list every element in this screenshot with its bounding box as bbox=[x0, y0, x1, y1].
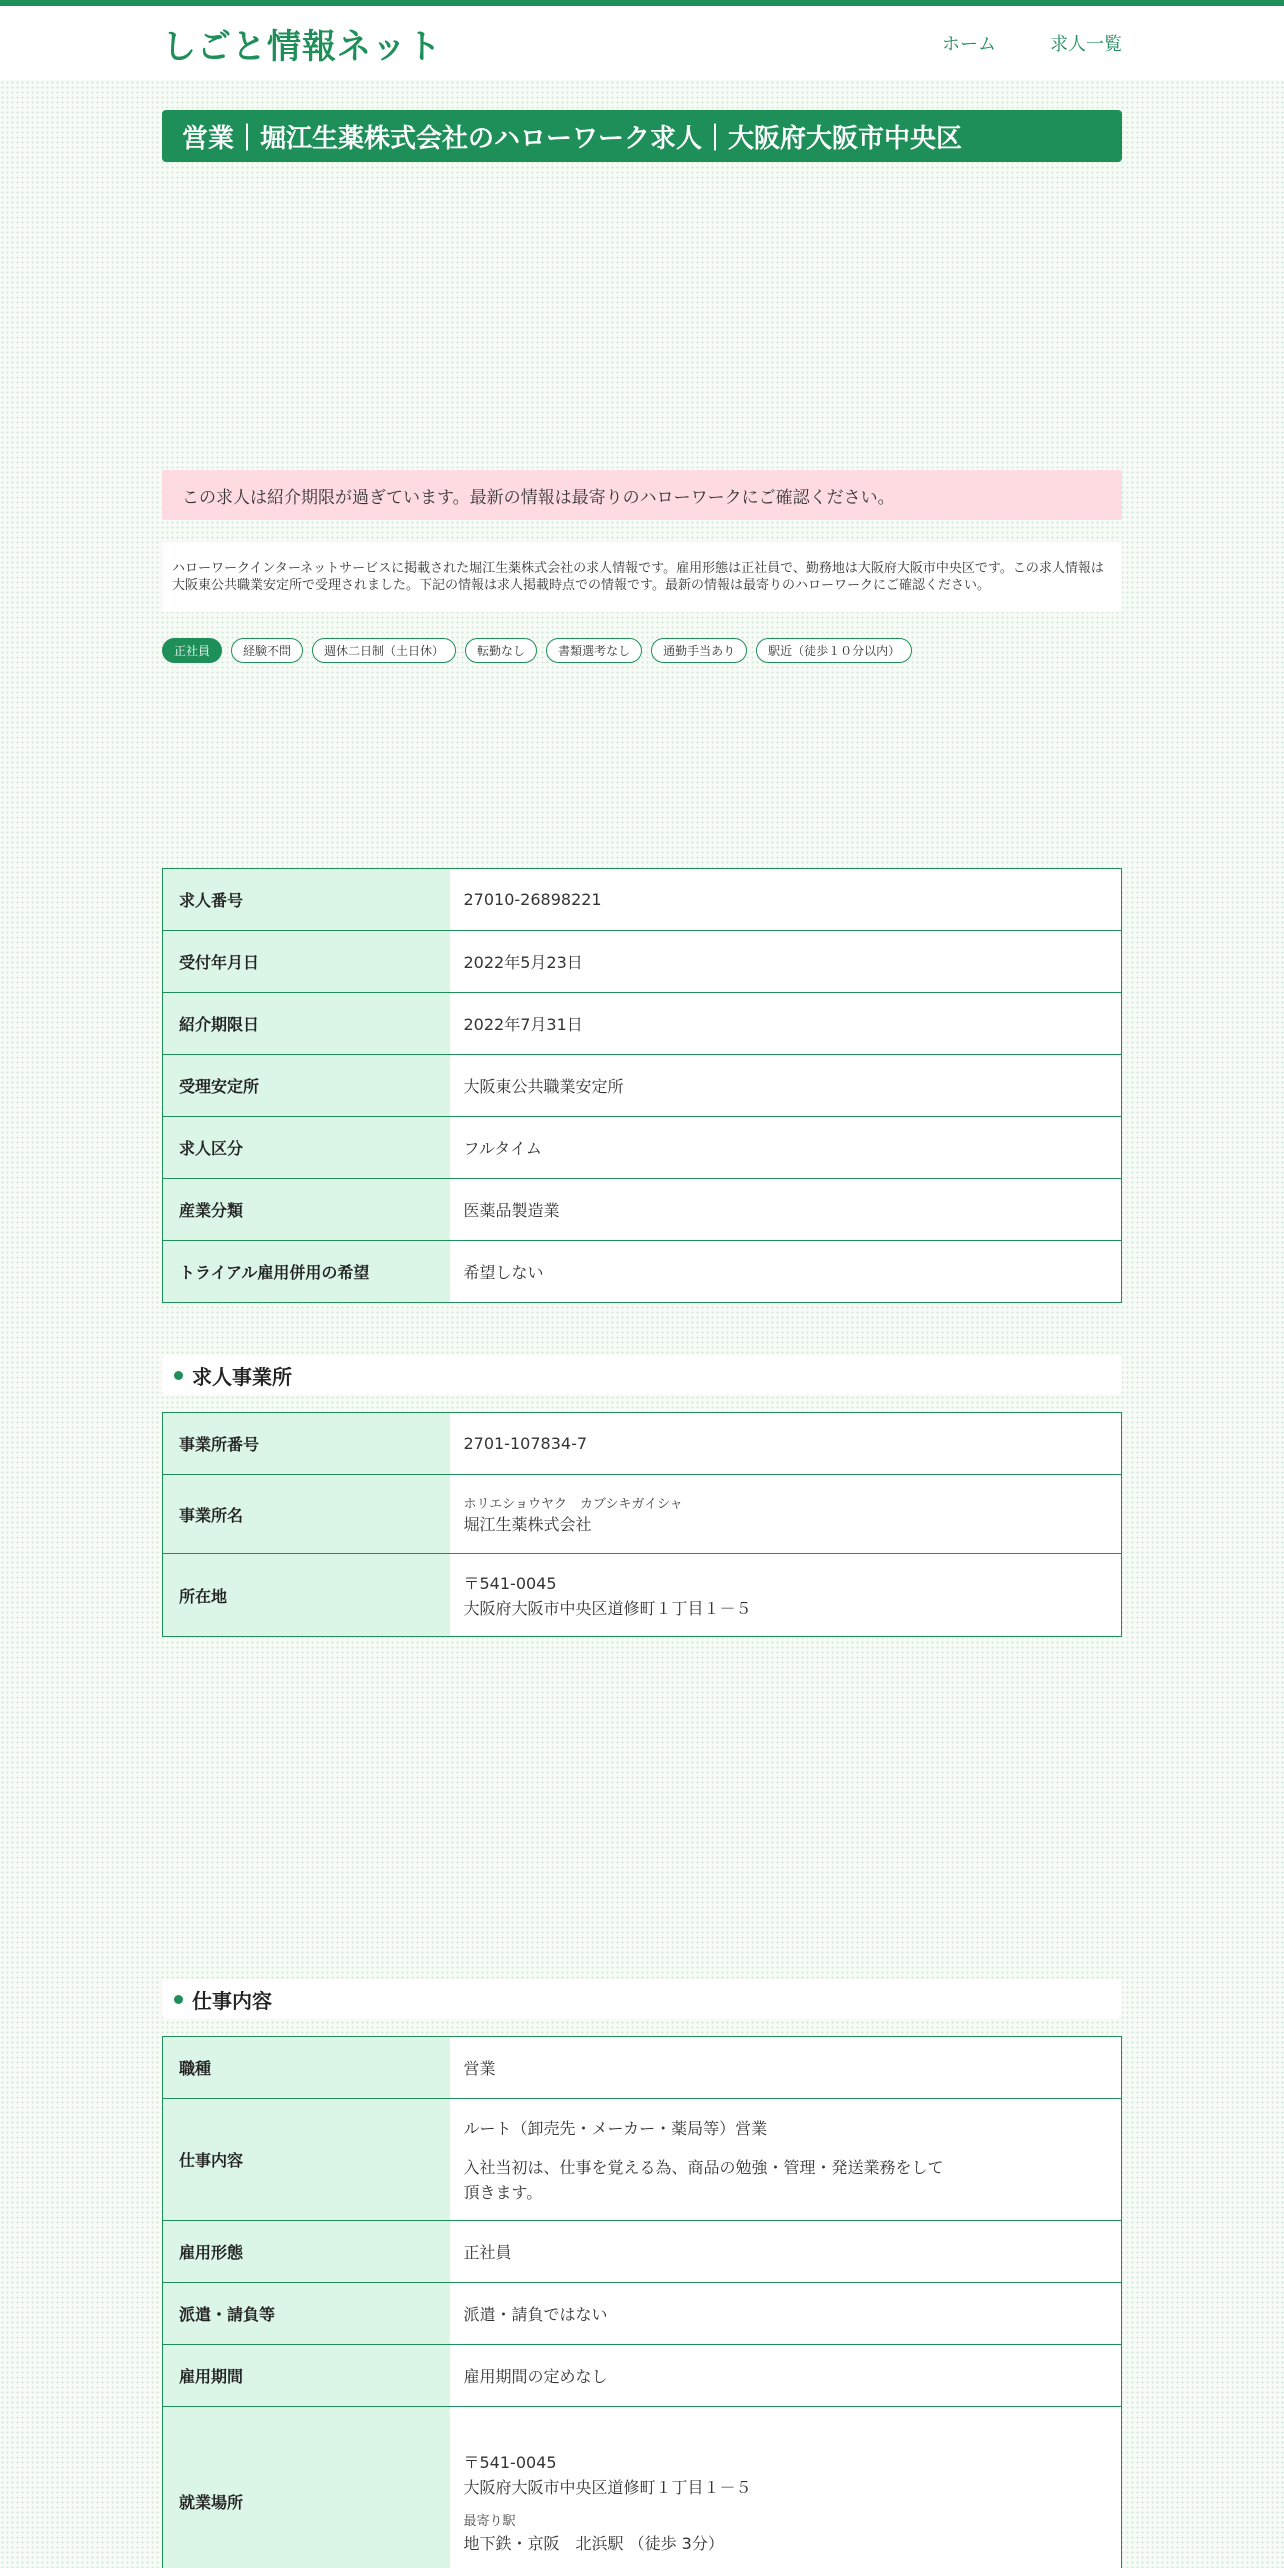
row-label: 求人区分 bbox=[163, 1117, 450, 1179]
employer-table bbox=[162, 1412, 1122, 1637]
tag-weekends-off: 週休二日制（土日休） bbox=[312, 638, 456, 663]
employment-type: 正社員 bbox=[450, 2221, 1122, 2283]
row-label: 職種 bbox=[163, 2037, 450, 2099]
nearest-station-label: 最寄り駅 bbox=[463, 2513, 516, 2529]
postal-code: 〒541-0045 bbox=[463, 1574, 557, 1593]
site-logo[interactable]: しごと情報ネット bbox=[162, 26, 442, 67]
row-label: 紹介期限日 bbox=[163, 993, 450, 1055]
ad-space bbox=[162, 663, 1122, 868]
job-content-cell bbox=[450, 2099, 1122, 2221]
ad-space bbox=[162, 162, 1122, 470]
table-row bbox=[163, 1179, 1122, 1241]
nav-job-list-link[interactable]: 求人一覧 bbox=[1050, 34, 1122, 55]
table-row bbox=[163, 2037, 1122, 2099]
table-row bbox=[163, 1055, 1122, 1117]
company-name: 堀江生薬株式会社 bbox=[463, 1515, 592, 1534]
job-table bbox=[162, 2036, 1122, 2568]
table-row bbox=[163, 869, 1122, 931]
table-row bbox=[163, 2283, 1122, 2345]
ad-space bbox=[162, 1637, 1122, 1979]
table-row bbox=[163, 993, 1122, 1055]
tag-full-time: 正社員 bbox=[162, 638, 222, 663]
row-value: フルタイム bbox=[450, 1117, 1122, 1179]
address-cell bbox=[450, 1554, 1122, 1637]
nav-home-link[interactable]: ホーム bbox=[942, 34, 996, 55]
table-row bbox=[163, 1475, 1122, 1554]
table-row bbox=[163, 1413, 1122, 1475]
row-label: 産業分類 bbox=[163, 1179, 450, 1241]
job-content-line: 頂きます。 bbox=[463, 2183, 543, 2202]
row-label: トライアル雇用併用の希望 bbox=[163, 1241, 450, 1303]
row-label: 受理安定所 bbox=[163, 1055, 450, 1117]
table-row bbox=[163, 931, 1122, 993]
site-header bbox=[0, 6, 1284, 80]
row-label: 事業所名 bbox=[163, 1475, 450, 1554]
section-heading-text: 仕事内容 bbox=[192, 1988, 272, 2013]
job-description-summary: ハローワークインターネットサービスに掲載された堀江生薬株式会社の求人情報です。雇用形態は正社員で、勤務地は大阪府大阪市中央区です。この求人情報は大阪東公共職業安定所で受理されました。下記の情報は求人掲載時点での情報です。最新の情報は最寄りのハローワークにご確認ください。 bbox=[162, 542, 1122, 612]
workplace-cell bbox=[450, 2407, 1122, 2568]
row-label: 求人番号 bbox=[163, 869, 450, 931]
job-type: 営業 bbox=[450, 2037, 1122, 2099]
main-nav bbox=[942, 30, 1122, 56]
bullet-icon bbox=[174, 1371, 183, 1380]
table-row bbox=[163, 1241, 1122, 1303]
nearest-station: 地下鉄・京阪 北浜駅 （徒歩 3分） bbox=[463, 2533, 724, 2553]
workplace-address: 大阪府大阪市中央区道修町１丁目１－５ bbox=[463, 2477, 752, 2497]
table-row bbox=[163, 2345, 1122, 2407]
tag-no-experience: 経験不問 bbox=[231, 638, 303, 663]
row-label: 受付年月日 bbox=[163, 931, 450, 993]
expired-notice: この求人は紹介期限が過ぎています。最新の情報は最寄りのハローワークにご確認ください。 bbox=[162, 470, 1122, 520]
table-row bbox=[163, 2099, 1122, 2221]
section-heading-employer bbox=[162, 1355, 1122, 1395]
summary-table bbox=[162, 868, 1122, 1303]
row-label: 就業場所 bbox=[163, 2407, 450, 2568]
bullet-icon bbox=[174, 1995, 183, 2004]
row-label: 雇用形態 bbox=[163, 2221, 450, 2283]
row-value: 27010-26898221 bbox=[450, 869, 1122, 931]
row-label: 所在地 bbox=[163, 1554, 450, 1637]
row-label: 仕事内容 bbox=[163, 2099, 450, 2221]
row-label: 事業所番号 bbox=[163, 1413, 450, 1475]
tag-no-document-screening: 書類選考なし bbox=[546, 638, 642, 663]
row-value: 2022年5月23日 bbox=[450, 931, 1122, 993]
tag-near-station: 駅近（徒歩１０分以内） bbox=[756, 638, 912, 663]
table-row bbox=[163, 2407, 1122, 2568]
table-row bbox=[163, 2221, 1122, 2283]
employment-period: 雇用期間の定めなし bbox=[450, 2345, 1122, 2407]
page-title: 営業｜堀江生薬株式会社のハローワーク求人｜大阪府大阪市中央区 bbox=[162, 110, 1122, 162]
table-row bbox=[163, 1554, 1122, 1637]
tag-commute-allowance: 通勤手当あり bbox=[651, 638, 747, 663]
company-name-cell bbox=[450, 1475, 1122, 1554]
address: 大阪府大阪市中央区道修町１丁目１－５ bbox=[463, 1599, 752, 1618]
table-row bbox=[163, 1117, 1122, 1179]
section-heading-text: 求人事業所 bbox=[192, 1364, 292, 1389]
job-content-line: 入社当初は、仕事を覚える為、商品の勉強・管理・発送業務をして bbox=[463, 2158, 944, 2177]
main-content bbox=[162, 110, 1122, 2568]
job-content-line: ルート（卸売先・メーカー・薬局等）営業 bbox=[463, 2119, 768, 2138]
tag-list bbox=[162, 638, 1122, 663]
row-label: 派遣・請負等 bbox=[163, 2283, 450, 2345]
row-value: 医薬品製造業 bbox=[450, 1179, 1122, 1241]
dispatch-status: 派遣・請負ではない bbox=[450, 2283, 1122, 2345]
tag-no-relocation: 転勤なし bbox=[465, 638, 537, 663]
row-value: 大阪東公共職業安定所 bbox=[450, 1055, 1122, 1117]
company-name-kana: ホリエショウヤク カブシキガイシャ bbox=[463, 1497, 683, 1512]
row-value: 2022年7月31日 bbox=[450, 993, 1122, 1055]
row-label: 雇用期間 bbox=[163, 2345, 450, 2407]
office-number: 2701-107834-7 bbox=[450, 1413, 1122, 1475]
row-value: 希望しない bbox=[450, 1241, 1122, 1303]
workplace-postal-code: 〒541-0045 bbox=[463, 2452, 557, 2472]
section-heading-job bbox=[162, 1979, 1122, 2019]
